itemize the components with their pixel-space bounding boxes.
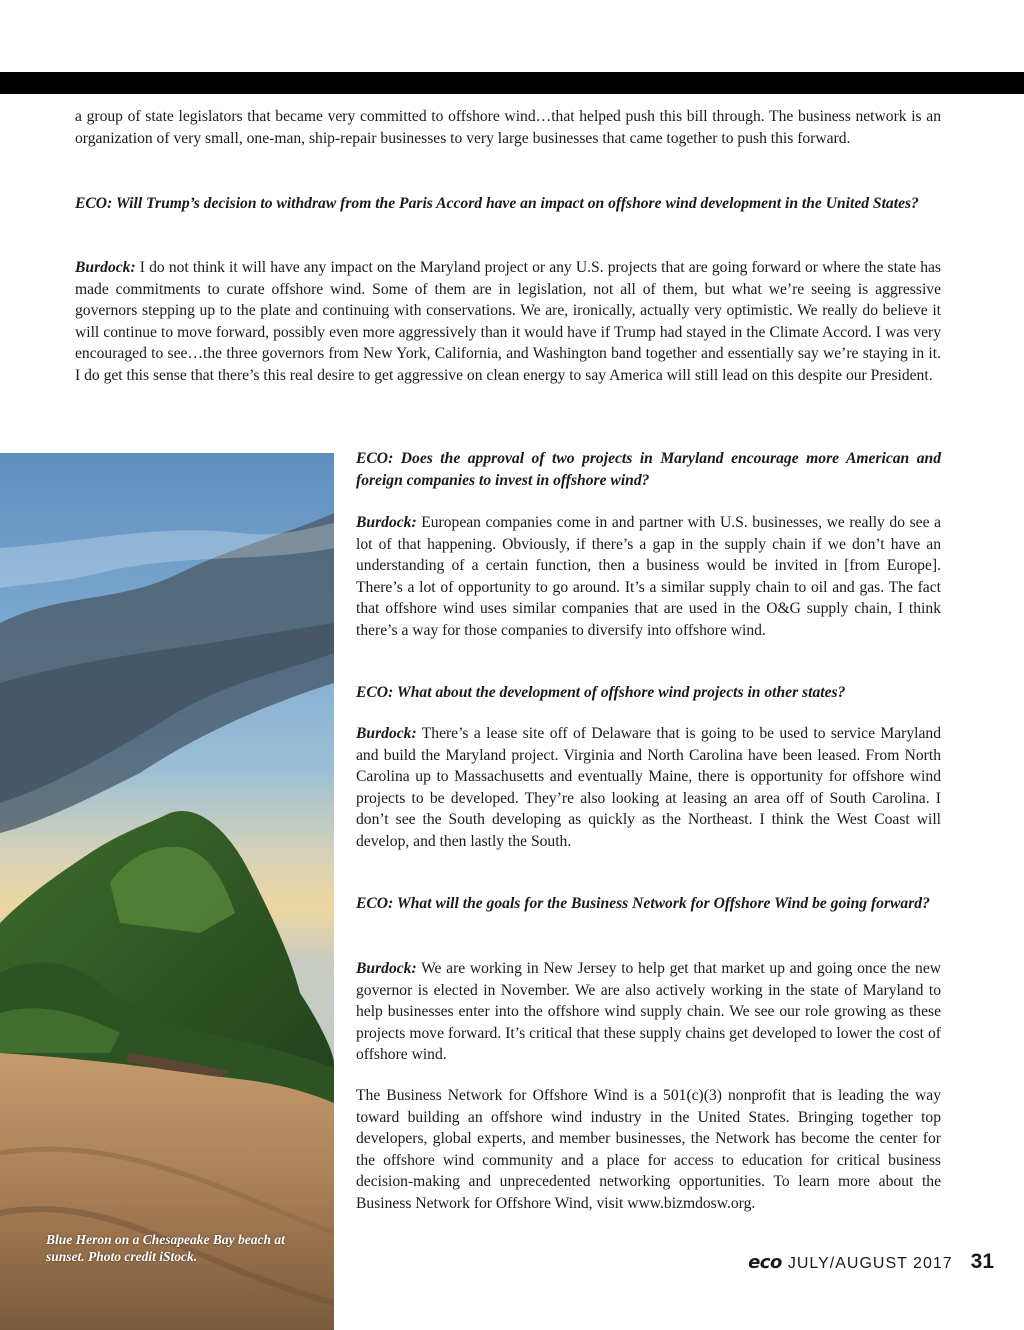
photo-caption: Blue Heron on a Chesapeake Bay beach at sunset. Photo credit iStock. [46,1232,285,1264]
speaker-label: Burdock: [356,725,417,742]
issue-date: JULY/AUGUST 2017 [787,1255,953,1272]
question-4: ECO: What will the goals for the Business Network for Offshore Wind be going forward? [356,895,930,912]
speaker-label: Burdock: [75,259,136,276]
question-3: ECO: What about the development of offshore wind projects in other states? [356,684,846,701]
closing-paragraph: The Business Network for Offshore Wind is a 501(c)(3) nonprofit that is leading the way toward building an offshore wind industry in the United States. Bringing together top developers, global experts, and member businesses, the Network has become the center for the offshore wind community and a place for access to education for critical business decision-making and unprecedented networking opportunities. To learn more about the Business Network for Offshore Wind, visit www.bizmdosw.org. [356,1087,941,1212]
answer-4 [356,958,941,1066]
answer-2 [356,512,941,642]
blue-heron-beach-photo [0,453,334,1330]
answer-3 [356,723,941,853]
answer-text: I do not think it will have any impact on the Maryland project or any U.S. projects that are going forward or where the state has made commitments to curate offshore wind. Some of them are in legislation, not all of them, but what we’re seeing is aggressive governors stepping up to the plate and continuing with conservations. We are, ironically, actually very optimistic. We really do believe it will continue to move forward, possibly even more aggressively than it would have if Trump had stayed in the Climate Accord. I was very encouraged to see…the three governors from New York, California, and Washington band together and essentially say we’re staying in it. I do get this sense that there’s this real desire to get aggressive on clean energy to say America will still lead on this despite our President. [75,259,941,384]
intro-paragraph: a group of state legislators that became very committed to offshore wind…that helped push this bill through. The business network is an organization of very small, one-man, ship-repair businesses to very large businesses that came together to push this forward. [75,108,941,147]
page-footer [748,1250,994,1274]
answer-1 [75,257,941,387]
answer-text: There’s a lease site off of Delaware that is going to be used to service Maryland and build the Maryland project. Virginia and North Carolina have been leased. From North Carolina up to Massachusetts and eventually Maine, there is opportunity for offshore wind projects to be developed. They’re also looking at leasing an area off of South Carolina. I don’t see the South developing as quickly as the Northeast. I think the West Coast will develop, and then lastly the South. [356,725,941,850]
answer-text: We are working in New Jersey to help get that market up and going once the new governor is elected in November. We are also actively working in the state of Maryland to help businesses enter into the offshore wind supply chain. We see our role growing as these projects move forward. It’s critical that these supply chains get developed to lower the cost of offshore wind. [356,960,941,1064]
question-1: ECO: Will Trump’s decision to withdraw from the Paris Accord have an impact on offshore wind development in the United States? [75,195,919,212]
page-number: 31 [970,1250,994,1273]
speaker-label: Burdock: [356,514,417,531]
magazine-brand: eco [748,1252,782,1273]
question-2: ECO: Does the approval of two projects in Maryland encourage more American and foreign companies to invest in offshore wind? [356,450,941,489]
answer-text: European companies come in and partner with U.S. businesses, we really do see a lot of that happening. Obviously, if there’s a gap in the supply chain if we don’t have an understanding of a certain function, then a business would be invited in [from Europe]. There’s a lot of opportunity to go around. It’s a similar supply chain to oil and gas. The fact that offshore wind uses similar companies that are used in the O&G supply chain, I think there’s a way for those companies to diversify into offshore wind. [356,514,941,639]
speaker-label: Burdock: [356,960,417,977]
header-bar [0,72,1024,94]
